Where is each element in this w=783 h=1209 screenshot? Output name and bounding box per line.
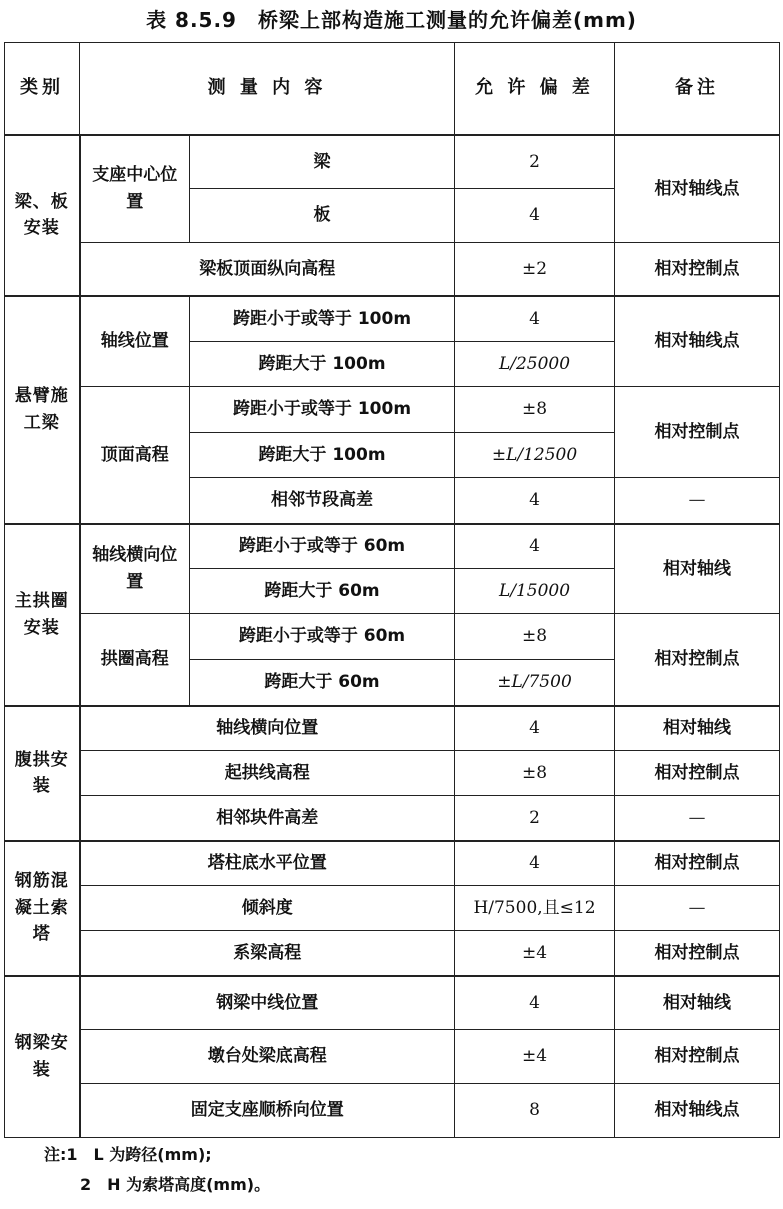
remark-cell: 相对轴线 (615, 706, 780, 751)
tolerance-cell: L/15000 (455, 569, 615, 614)
item-cell: 倾斜度 (80, 886, 455, 931)
table-notes (44, 1140, 270, 1200)
remark-cell: — (615, 886, 780, 931)
subgroup-cell: 支座中心位置 (80, 135, 190, 243)
tolerance-cell: 8 (455, 1084, 615, 1138)
table-title: 表 8.5.9 桥梁上部构造施工测量的允许偏差(mm) (146, 8, 637, 32)
remark-cell: 相对轴线 (615, 524, 780, 614)
item-cell: 墩台处梁底高程 (80, 1030, 455, 1084)
tolerance-cell: 4 (455, 189, 615, 243)
category-cell: 腹拱安装 (5, 706, 80, 841)
tolerance-cell: ±8 (455, 751, 615, 796)
tolerance-cell: 2 (455, 796, 615, 841)
category-cell: 悬臂施工梁 (5, 296, 80, 524)
remark-cell: 相对轴线点 (615, 1084, 780, 1138)
table-row (5, 524, 780, 569)
item-cell: 跨距大于 60m (190, 660, 455, 706)
tolerance-cell: 4 (455, 524, 615, 569)
remark-cell: — (615, 796, 780, 841)
table-row (5, 976, 780, 1030)
tolerance-cell: 4 (455, 478, 615, 524)
tolerance-cell: ±2 (455, 243, 615, 296)
table-row (5, 886, 780, 931)
item-cell: 跨距小于或等于 60m (190, 524, 455, 569)
item-cell: 塔柱底水平位置 (80, 841, 455, 886)
table-row (5, 1084, 780, 1138)
item-cell: 板 (190, 189, 455, 243)
item-cell: 钢梁中线位置 (80, 976, 455, 1030)
remark-cell: 相对轴线点 (615, 135, 780, 243)
table-row (5, 1030, 780, 1084)
tolerance-cell: ±4 (455, 1030, 615, 1084)
subgroup-cell: 轴线位置 (80, 296, 190, 387)
item-cell: 相邻节段高差 (190, 478, 455, 524)
tolerance-cell: 4 (455, 976, 615, 1030)
remark-cell: 相对轴线点 (615, 296, 780, 387)
table-row (5, 796, 780, 841)
tolerance-cell: ±4 (455, 931, 615, 976)
subgroup-cell: 拱圈高程 (80, 614, 190, 706)
tolerance-cell: ±L/12500 (455, 433, 615, 478)
table-row (5, 387, 780, 433)
item-cell: 跨距大于 100m (190, 342, 455, 387)
item-cell: 跨距小于或等于 100m (190, 387, 455, 433)
item-cell: 跨距小于或等于 100m (190, 296, 455, 342)
table-row (5, 135, 780, 189)
category-cell: 梁、板安装 (5, 135, 80, 296)
subgroup-cell: 轴线横向位置 (80, 524, 190, 614)
remark-cell: 相对轴线 (615, 976, 780, 1030)
item-cell: 梁板顶面纵向高程 (80, 243, 455, 296)
subgroup-cell: 顶面高程 (80, 387, 190, 524)
header-category: 类别 (5, 43, 80, 135)
table-header-row (5, 43, 780, 135)
item-cell: 跨距小于或等于 60m (190, 614, 455, 660)
header-content: 测 量 内 容 (80, 43, 455, 135)
tolerance-cell: L/25000 (455, 342, 615, 387)
table-row (5, 706, 780, 751)
item-cell: 固定支座顺桥向位置 (80, 1084, 455, 1138)
item-cell: 起拱线高程 (80, 751, 455, 796)
tolerance-cell: 2 (455, 135, 615, 189)
category-cell: 钢梁安装 (5, 976, 80, 1138)
item-cell: 跨距大于 100m (190, 433, 455, 478)
tolerance-cell: ±8 (455, 387, 615, 433)
header-remark: 备注 (615, 43, 780, 135)
tolerance-table (4, 42, 780, 1138)
remark-cell: 相对控制点 (615, 841, 780, 886)
remark-cell: 相对控制点 (615, 1030, 780, 1084)
category-cell: 主拱圈安装 (5, 524, 80, 706)
remark-cell: 相对控制点 (615, 387, 780, 478)
tolerance-cell: 4 (455, 706, 615, 751)
table-row (5, 931, 780, 976)
header-tolerance: 允 许 偏 差 (455, 43, 615, 135)
remark-cell: — (615, 478, 780, 524)
remark-cell: 相对控制点 (615, 243, 780, 296)
remark-cell: 相对控制点 (615, 614, 780, 706)
item-cell: 跨距大于 60m (190, 569, 455, 614)
tolerance-cell: 4 (455, 296, 615, 342)
tolerance-cell: ±L/7500 (455, 660, 615, 706)
category-cell: 钢筋混凝土索塔 (5, 841, 80, 976)
table-row (5, 614, 780, 660)
note-2: 2 H 为索塔高度(mm)。 (80, 1175, 271, 1194)
item-cell: 梁 (190, 135, 455, 189)
table-row (5, 841, 780, 886)
remark-cell: 相对控制点 (615, 931, 780, 976)
item-cell: 相邻块件高差 (80, 796, 455, 841)
remark-cell: 相对控制点 (615, 751, 780, 796)
table-row (5, 296, 780, 342)
table-row (5, 751, 780, 796)
item-cell: 轴线横向位置 (80, 706, 455, 751)
tolerance-cell: 4 (455, 841, 615, 886)
table-row (5, 243, 780, 296)
tolerance-cell: H/7500,且≤12 (455, 886, 615, 931)
note-1: 注:1 L 为跨径(mm); (44, 1145, 212, 1164)
tolerance-cell: ±8 (455, 614, 615, 660)
item-cell: 系梁高程 (80, 931, 455, 976)
